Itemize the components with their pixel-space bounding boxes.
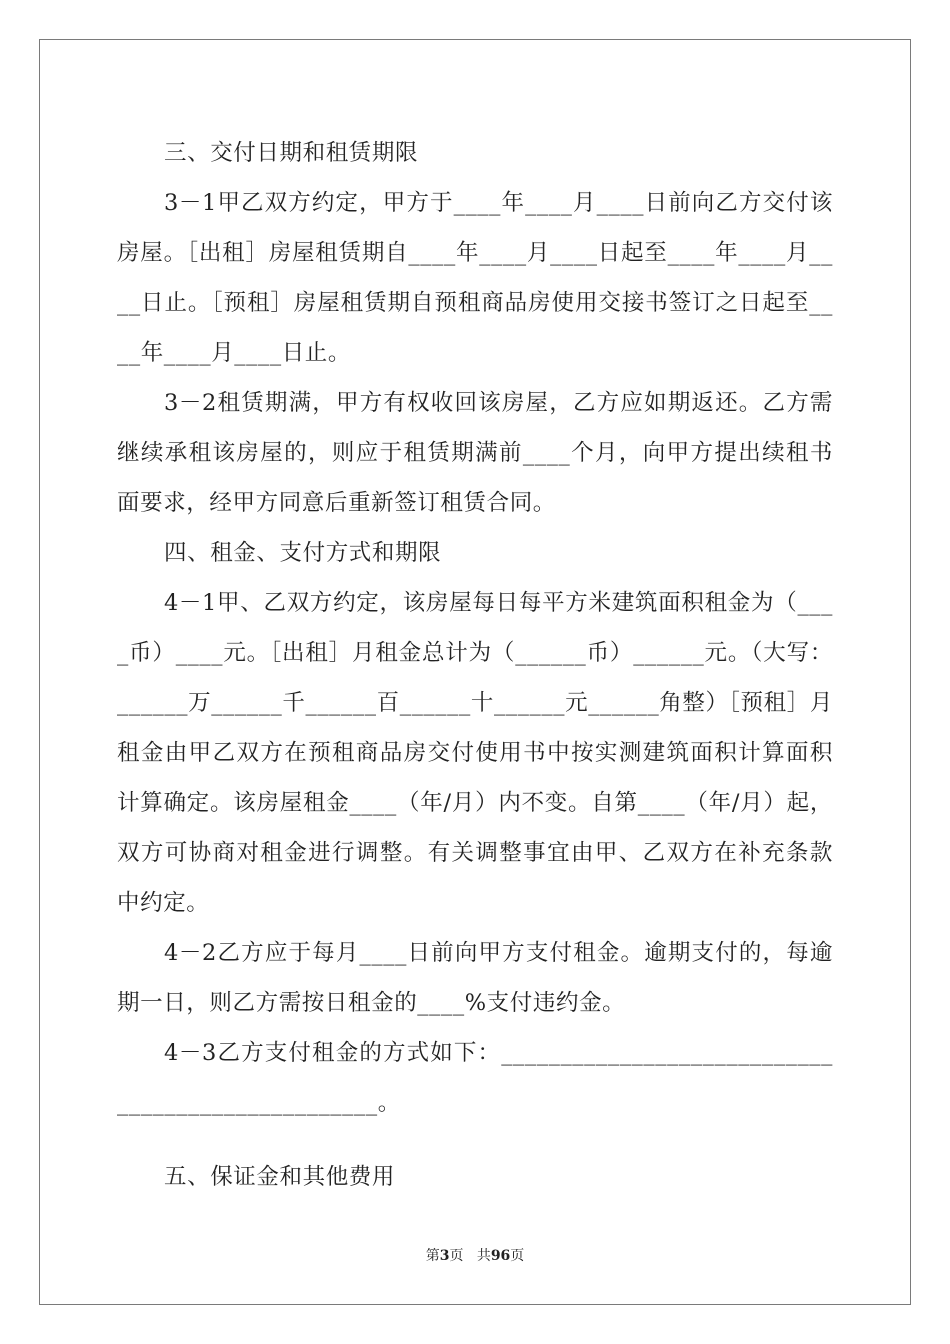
clause-4-2: 4－2乙方应于每月____日前向甲方支付租金。逾期支付的，每逾期一日，则乙方需按日租金的____%支付违约金。 — [117, 940, 833, 1016]
section-heading-5: 五、保证金和其他费用 — [164, 1164, 396, 1190]
section-heading-4: 四、租金、支付方式和期限 — [164, 540, 442, 566]
total-prefix: 共 — [476, 1248, 491, 1264]
section-heading-3: 三、交付日期和租赁期限 — [164, 140, 419, 166]
page-number: 3 — [439, 1248, 450, 1264]
total-pages: 96 — [490, 1248, 511, 1264]
page-prefix: 第 — [425, 1248, 440, 1264]
page-footer — [0, 1245, 950, 1265]
clause-3-2: 3－2租赁期满，甲方有权收回该房屋，乙方应如期返还。乙方需继续承租该房屋的，则应于租赁期满前____个月，向甲方提出续租书面要求，经甲方同意后重新签订租赁合同。 — [117, 390, 833, 516]
document-body — [117, 128, 833, 1202]
page-suffix: 页 — [449, 1248, 464, 1264]
clause-3-1: 3－1甲乙双方约定，甲方于____年____月____日前向乙方交付该房屋。［出租］房屋租赁期自____年____月____日起至____年____月____日止。［预租］房屋租赁期自预租商品房使用交接书签订之日起至____年____月____日止。 — [117, 190, 833, 366]
clause-4-3: 4－3乙方支付租金的方式如下：__________________________________________________。 — [117, 1040, 833, 1116]
total-suffix: 页 — [510, 1248, 525, 1264]
clause-4-1: 4－1甲、乙双方约定，该房屋每日每平方米建筑面积租金为（____币）____元。［出租］月租金总计为（______币）______元。（大写：______万______千______百______十______元______角整）［预租］月租金由甲乙双方在预租商品房交付使用书中按实测建筑面积计算面积计算确定。该房屋租金____（年/月）内不变。自第____（年/月）起，双方可协商对租金进行调整。有关调整事宜由甲、乙双方在补充条款中约定。 — [117, 590, 833, 916]
